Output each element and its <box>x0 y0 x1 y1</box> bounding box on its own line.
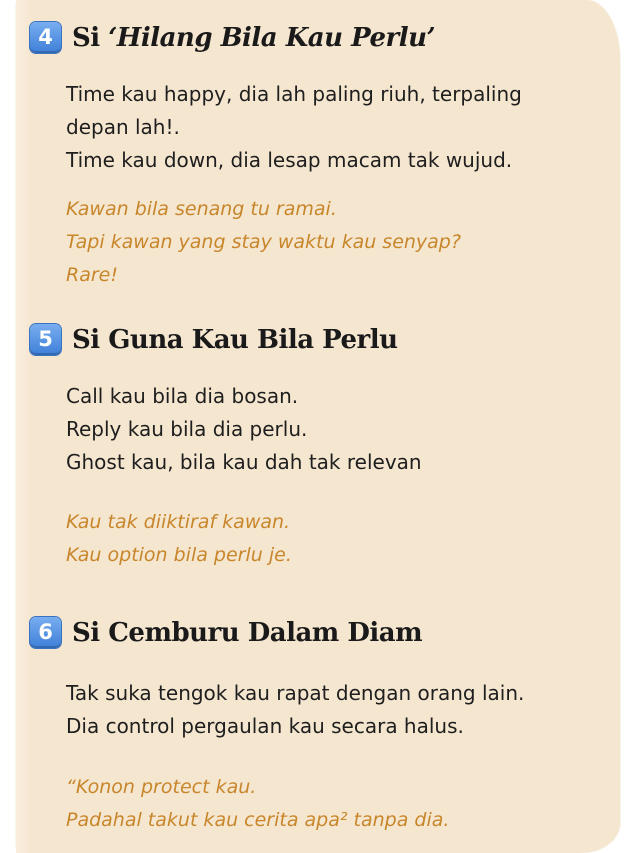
section-5-body-line: Ghost kau, bila kau dah tak relevan <box>66 450 422 474</box>
section-5-body-line: Reply kau bila dia perlu. <box>66 417 308 441</box>
section-4-body-line: Time kau down, dia lesap macam tak wujud. <box>66 148 513 172</box>
section-5-body-line: Call kau bila dia bosan. <box>66 384 299 408</box>
number-5-icon: 5 <box>30 324 61 355</box>
number-4-icon: 4 <box>30 22 61 53</box>
section-4-quote <box>66 193 461 292</box>
section-6-quote <box>66 771 449 837</box>
section-5-quote <box>66 506 292 572</box>
section-6-body <box>66 677 524 743</box>
section-4-body-line: depan lah!. <box>66 115 180 139</box>
section-4-quote-line: Tapi kawan yang stay waktu kau senyap? <box>66 231 461 253</box>
number-6-icon: 6 <box>30 617 61 648</box>
section-6-body-line: Dia control pergaulan kau secara halus. <box>66 714 464 738</box>
section-4-title-main: ‘Hilang Bila Kau Perlu’ <box>108 22 436 53</box>
section-6-heading <box>30 617 422 648</box>
section-6-title: Si Cemburu Dalam Diam <box>72 617 423 648</box>
section-6-body-line: Tak suka tengok kau rapat dengan orang lain. <box>66 681 525 705</box>
section-4-quote-line: Kawan bila senang tu ramai. <box>66 198 337 220</box>
section-4-quote-line: Rare! <box>66 264 118 286</box>
section-4-heading <box>30 22 435 53</box>
section-6-quote-line: “Konon protect kau. <box>66 776 257 798</box>
section-4-title <box>72 23 435 53</box>
section-4-body <box>66 78 522 177</box>
section-4-title-prefix: Si <box>72 22 109 53</box>
section-5-quote-line: Kau tak diiktiraf kawan. <box>66 511 291 533</box>
section-5-quote-line: Kau option bila perlu je. <box>66 544 292 566</box>
section-5-heading <box>30 324 398 355</box>
section-5-title: Si Guna Kau Bila Perlu <box>72 324 398 355</box>
section-5-body <box>66 380 422 479</box>
section-6-quote-line: Padahal takut kau cerita apa² tanpa dia. <box>66 809 450 831</box>
section-4-body-line: Time kau happy, dia lah paling riuh, terpaling <box>66 82 522 106</box>
